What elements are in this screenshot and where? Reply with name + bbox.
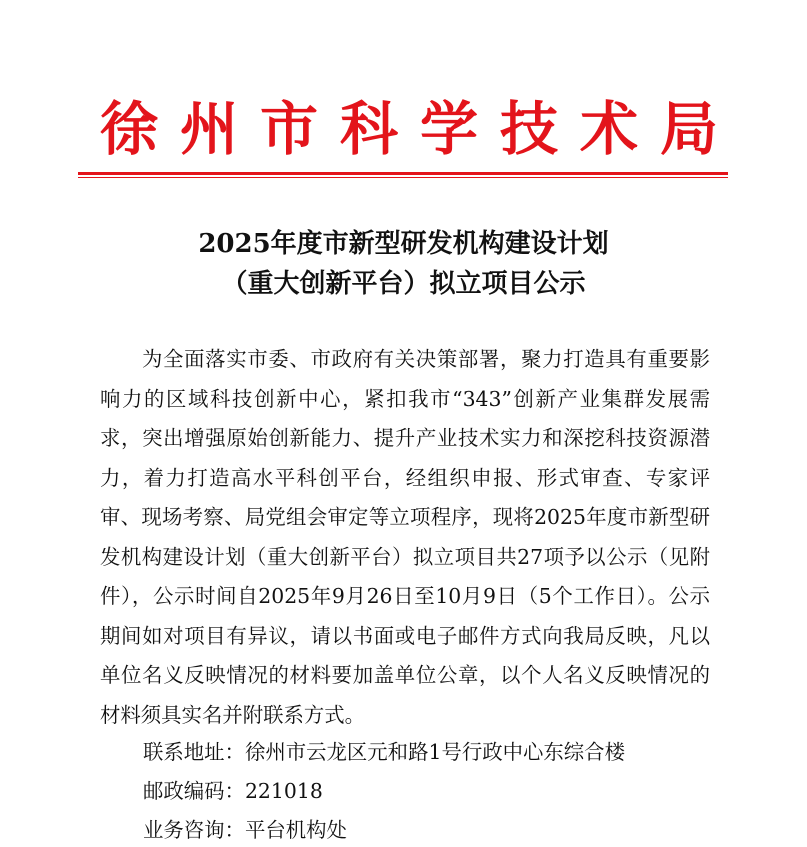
contact-department-line [143,813,347,847]
contact-postcode-label: 邮政编码： [143,779,245,803]
header-red-rule-thick [78,172,728,175]
contact-address-label: 联系地址： [143,740,245,764]
org-name-header: 徐州市科学技术局 [100,95,741,163]
contact-postcode-line [143,774,323,808]
document-title-line2: （重大创新平台）拟立项目公示 [221,269,586,299]
document-title-line1: 2025年度市新型研发机构建设计划 [198,229,609,259]
contact-address-line [143,735,625,769]
document-body-paragraph: 为全面落实市委、市政府有关决策部署，聚力打造具有重要影响力的区域科技创新中心，紧扣我市“343”创新产业集群发展需求，突出增强原始创新能力、提升产业技术实力和深挖科技资源潜力，着力打造高水平科创平台，经组织申报、形式审查、专家评审、现场考察、局党组会审定等立项程序，现将2025年度市新型研发机构建设计划（重大创新平台）拟立项目共27项予以公示（见附件），公示时间自2025年9月26日至10月9日（5个工作日）。公示期间如对项目有异议，请以书面或电子邮件方式向我局反映，凡以单位名义反映情况的材料要加盖单位公章，以个人名义反映情况的材料须具实名并附联系方式。 [100,347,710,727]
contact-department-value: 平台机构处 [244,818,347,842]
header-red-rule-thin [78,177,728,178]
contact-address-value: 徐州市云龙区元和路1号行政中心东综合楼 [244,740,625,764]
contact-department-label: 业务咨询： [143,818,245,842]
contact-postcode-value: 221018 [244,779,323,803]
